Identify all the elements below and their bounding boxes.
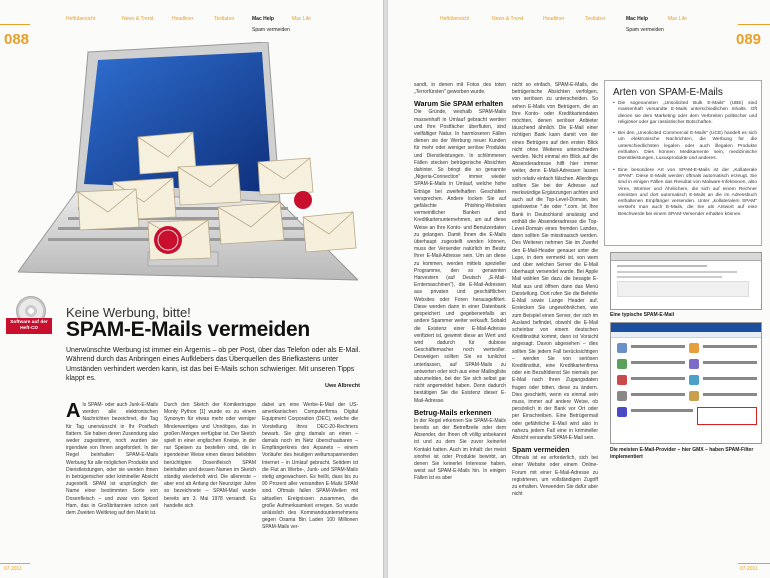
- header-rule: [0, 24, 30, 25]
- spam-mail-screenshot: [610, 252, 762, 310]
- sidebar-title: Arten von SPAM-E-Mails: [613, 87, 723, 98]
- right-page: [388, 0, 770, 578]
- sidebar-item: • Bei den „Unsolicited Commercial E-Mails" (UCE) handelt es sich um elektronische Nachrichten, die Werbung für die unterschiedlichsten legalen oder auch illegalen Produkte enthalten. Dies können Medikamente sein, medizinische Dienstleistungen, Luxusprodukte und anderes.: [613, 131, 757, 162]
- header-nav: [388, 16, 770, 36]
- subheading: Spam vermeiden: [512, 445, 570, 455]
- body-text: Die Gründe, weshalb SPAM-Mails massenhaft in Umlauf gebracht werden und Ihre Postfächer überfluten, sind vielfältiger Natur. In harmloseren Fällen dienen sie der Werbung neuer Kunden für mehr oder weniger seriöse Produkte und Dienstleistungen. In schlimmeren Fällen stecken betrügerische Absichten dahinter. So bringt die so genannte „Nigeria-Connection" immer wieder SPAM-E-Mails in Umlauf, welche hohe Erträge bei zweifelhaften Geschäften versprechen. Andere locken Sie auf gefälschte Phishing-Websites vermeintlicher Banken und Kreditkartenunternehmen, um auf diese Weise an Ihre Konto- und Benutzerdaten zu gelangen. Damit Ihnen die E-Mails überhaupt zugestellt werden können, muss der Versender natürlich im Besitz Ihrer E-Mail-Adresse sein. Um an diese zu kommen, werden mittels spezieller Programme, den so genannten Harvestern (auf Deutsch „E-Mail-Erntemaschinen"), die E-Mail-Adressen aus privaten und geschäftlichen Websites oder Foren herausgefiltert. Diese werden dann in einer Datenbank gespeichert und gegebenenfalls an andere Spammer weiter verkauft. Sobald die Existenz einer E-Mail-Adresse verifiziert ist, gewinnt diese an Wert und wird dadurch für dubiose Geschäftemacher noch wertvoller. Desweigen sollten Sie es tunlichst unterlassen, auf SPAM-Mails zu antworten oder sich aus einer Mailingliste abzumelden, bei der Sie sich selbst gar nicht angemeldet haben. Denn dadurch bestätigen Sie die Existenz dieser E-Mail-Adresse.: [414, 109, 506, 404]
- article-deck: Unerwünschte Werbung ist immer ein Ärgernis – ob per Post, über das Telefon oder als E-Mail. Während durch das Anbringen eines Aufklebers das Überquellen des Briefkastens unter Umständen verhindert werden kann, ist das bei E-Mails schon schwieriger. Mit unseren Tipps klappt es.: [66, 347, 361, 382]
- body-text: Durch den Sketch der Komikertruppe Monty Python [1] wurde es zu einem Synonym für etwas mehr oder weniger Minderwertiges und Unnötiges, das in großen Mengen verfügbar ist. Der Sketch spielt in einer englischen Kneipe, in der nur Speisen zu bestellen sind, die in irgendeiner Weise einen dieses beliebten berüchtigten Dosenfleisch SPAM beinhalten und dessen Namen im Sketch ständig wiederholt wird. Die allererste – aber erst ab Anfang der Neunziger Jahre so bezeichnete – SPAM-Mail wurde bereits am 3. Mai 1978 versandt. Es handelte sich: [164, 402, 256, 509]
- nav-item[interactable]: Mac Life: [668, 16, 687, 22]
- body-column-2: [164, 402, 256, 562]
- page-number: 088: [4, 31, 30, 48]
- body-column-4: [414, 82, 506, 560]
- subheading: Warum Sie SPAM erhalten: [414, 99, 504, 109]
- sidebar-box: [604, 80, 762, 246]
- page-number: 089: [736, 31, 762, 48]
- body-column-5: [512, 82, 598, 560]
- article-kicker: Keine Werbung, bitte!: [66, 305, 191, 320]
- section-label: Spam vermeiden: [252, 27, 290, 33]
- body-column-3: [262, 402, 358, 562]
- nav-item[interactable]: Heftübersicht: [440, 16, 470, 22]
- header-nav: [0, 16, 383, 36]
- footer-date: 07.2011: [740, 566, 758, 572]
- body-text: ls SPAM- oder auch Junk-E-Mails werden alle elektronischen Nachrichten bezeichnet, die Tag für Tag unerwünscht in Ihr Postfach flattern. Sie haben deren Zusendung also weder zugestimmt, noch wurden sie irgendwie von Ihnen angefordert. In der Regel beinhalten SPAM-E-Mails Werbung für alle möglichen Produkte und Dienstleistungen, oder sie werden ihnen in betrügerischer oder krimineller Absicht zugestellt. SPAM ist ursprünglich der Name einer bestimmten Sorte von Dosenfleisch – und zwar von Spiced Ham, das in Großbritannien schon seit dem Zweiten Weltkrieg auf den Markt ist.: [66, 402, 158, 517]
- nav-item[interactable]: Heftübersicht: [66, 16, 96, 22]
- nav-item[interactable]: Mac Life: [292, 16, 311, 22]
- body-text: In der Regel erkennen Sie SPAM-E-Mails bereits an der Betreffzeile oder dem Absender, der Ihnen oft völlig unbekannt ist und zu dem Sie zuvor keinerlei Kontakt hatten. Auch im Inhalt: der meist sinnfrei ist oder Produkte bewirbt, an denen Sie keinerlei Interesse haben, weist auf SPAM-E-Mails hin. In einigen Fällen ist es aber: [414, 417, 506, 482]
- figure-caption-2: Die meisten E-Mail-Provider – hier GMX – haben SPAM-Filter implementiert: [610, 447, 754, 460]
- sidebar-item: • Die sogenannten „Unsolicited Bulk E-Mails" (UBE) sind massenhaft versandte E-Mails unterschiedlichen Inhalts. Oft dienen sie dem Marketing oder dem Verbreiten politischer und religiöser oder gar rassistischer Botschaften.: [613, 101, 757, 126]
- body-text: sandt, in denen mit Fotos des toten „Terrorfürsten" geworben wurde.: [414, 82, 506, 96]
- nav-item[interactable]: Headliner: [172, 16, 194, 22]
- footer-rule: [0, 563, 30, 564]
- subheading: Betrug-Mails erkennen: [414, 407, 492, 417]
- body-text: dabei um eine Werbe-E-Mail der US-amerikanischen Computerfirma Digital Equipment Corporation (DEC), welche die Vorstellung ihres DEC-20-Rechners bewarb. Sie ging damals an einen – damals noch im Netz überschaubaren – Empfängerkreis des Arpanets – einem Vorläufer des heutigen weltumspannenden Internet – in Umlauf gebracht. Seitdem ist die Flut an Werbe-, Junk- und SPAM-Mails stetig angewachsen. Es heißt, dass bis zu 90 Prozent aller versandten E-Mails SPAM sind. Oftmals fallen SPAM-Wellen mit aktuellen Ereignissen zusammen, die große Aufmerksamkeit erregen. So wurde anlässlich des Kommandounternehmens gegen Osama Bin Laden 100 Millionen SPAM-Mails ver-: [262, 402, 358, 531]
- footer-rule: [738, 563, 770, 564]
- sidebar-item: • Eine besondere Art von SPAM-E-Mails ist der „Kollaterale SPAM". Diese E-Mails werden oftmals automatisch erzeugt. Sie sind in einigen Fällen das Resultat von Malware-Infektionen, also Viren, Würmer und Ähnlichem, die sich auf einem Rechner einnisten und dort automatisch E-Mails an die im Adressbuch enthaltenen Empfänger versenden. Unter „kollateralem SPAM" versteht man auch E-Mails, die Sie als Antwort auf eine Beschwerde bei einem SPAM-Versender erhalten können.: [613, 168, 757, 218]
- gmx-settings-screenshot: [610, 322, 762, 444]
- nav-item-active[interactable]: Mac Help: [626, 16, 648, 22]
- body-column-1: [66, 402, 158, 562]
- figure-caption-1: Eine typische SPAM-E-Mail: [610, 312, 675, 318]
- nav-item[interactable]: Headliner: [543, 16, 565, 22]
- header-rule: [738, 24, 770, 25]
- body-text: Oftmals ist es erforderlich, sich bei einer Website oder einem Online-Forum mit einer E-Mail-Adresse zu registrieren, um vollständigen Zugriff zu erhalten. Verwenden Sie dafür aber nicht: [512, 455, 598, 498]
- nav-item[interactable]: News & Trend: [122, 16, 154, 22]
- nav-item[interactable]: News & Trend: [492, 16, 524, 22]
- laptop-spam-illustration: [18, 42, 358, 297]
- author: Uwe Albrecht: [325, 383, 360, 389]
- article-headline: SPAM-E-Mails vermeiden: [66, 318, 310, 341]
- body-text: nicht so einfach, SPAM-E-Mails, die betrügerische Absichten verfolgen, von seriösen zu unterscheiden. So sehen E-Mails von Betrügern, die an Ihre Konto- oder Kreditkartendaten möchten, denen seriöser Anbieter täuschend ähnlich. Die E-Mail einer richtigen Bank kann damit von der eines Betrügers auf den ersten Blick nicht ohne Weiteres unterschieden werden. Nicht einmal ein Blick auf die Absenderadresse hilft hier immer weiter, denn E-Mail-Adressen lassen sich relativ einfach fälschen. Allerdings sollten Sie bei der Adresse auf merkwürdige Ergänzungen achten und auch auf die Top-Level-Domain, bei spielsweise *.de oder *.com. Ist Ihre Bank in Deutschland ansässig und enthält die Absenderadresse die Top-Level-Domain eines fremden Landes, dann sollten Sie misstrauisch werden. Des Weiteren nehmen Sie im Zweifel den E-Mail-Header genauer unter die Lupe, in dem vermerkt ist, von wem und über welchen Server die E-Mail überhaupt versendet wurde. Bei Apple Mail wählen Sie dazu die besagte E-Mail aus und öffnen dann das Menü Darstellung. Dort rufen Sie die Befehle E-Mail sowie Lange Header auf. Erstecken Sie ungewöhnlichen, wie zum Beispiel einen Server, der sich im Ausland befindet, obwohl die E-Mail scheinbar von einem deutschen Kreditinstitut kommt, dann ist Vorsicht angesagt. Davon abgesehen – dies sollten Sie jedem Fall berücksichtigen – werden Sie von seriösen Kreditinstitut, eine Kreditkartenfirma oder ein Bezahldienst Sie niemals per E-Mail nach Ihren Zugangsdaten fragen oder bitten, diese zu ändern. Dies geschieht, wenn es einmal sein muss, immer auf andere Weise, ob persönlich in der Bank vor Ort oder per Einschreiben. Eine Betrügermail oder gefährliche E-Mail wird also in nahezu jedem Fall eine in krimineller Absicht versandte SPAM-E-Mail sein.: [512, 82, 598, 441]
- cd-label: Software auf der Heft-CD: [6, 318, 52, 334]
- footer-date: 07.2011: [4, 566, 22, 572]
- nav-item[interactable]: Testlabor: [585, 16, 606, 22]
- left-page: [0, 0, 383, 578]
- nav-item[interactable]: Testlabor: [214, 16, 235, 22]
- section-label: Spam vermeiden: [626, 27, 664, 33]
- dropcap: A: [66, 402, 81, 422]
- cd-badge: [6, 296, 52, 348]
- sidebar-list: [613, 101, 757, 223]
- nav-item-active[interactable]: Mac Help: [252, 16, 274, 22]
